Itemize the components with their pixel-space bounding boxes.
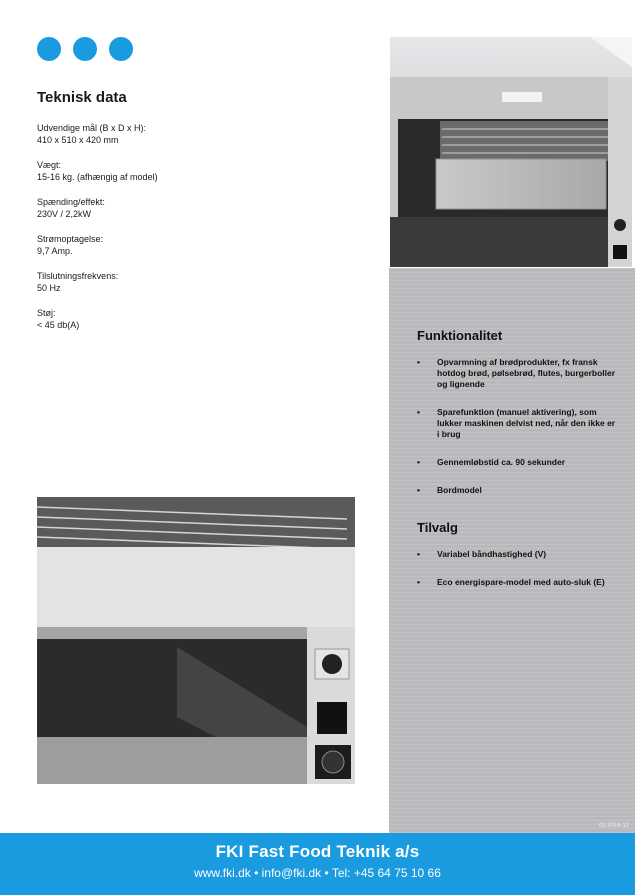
spec-item [37, 196, 257, 220]
spec-label: Spænding/effekt: [37, 197, 105, 207]
list-item: • Sparefunktion (manuel aktivering), som lukker maskinen delvist ned, når den ikke er i brug [417, 407, 617, 440]
footer [0, 833, 635, 895]
spec-label: Udvendige mål (B x D x H): [37, 123, 147, 133]
features-content [417, 328, 617, 605]
contact-info[interactable]: www.fki.dk • info@fki.dk • Tel: +45 64 75 10 66 [194, 866, 441, 880]
company-name: FKI Fast Food Teknik a/s [215, 842, 420, 861]
dot-3 [109, 37, 133, 61]
list-item: • Variabel båndhastighed (V) [417, 549, 617, 560]
list-item: • Bordmodel [417, 485, 617, 496]
spec-item [37, 159, 257, 183]
dot-1 [37, 37, 61, 61]
decorative-dots [37, 37, 133, 61]
spec-label: Vægt: [37, 160, 62, 170]
spec-value: 50 Hz [37, 283, 61, 293]
spec-value: 410 x 510 x 420 mm [37, 135, 119, 145]
list-item: • Eco energispare-model med auto-sluk (E) [417, 577, 617, 588]
spec-value: 15-16 kg. (afhængig af model) [37, 172, 158, 182]
product-photo-bottom [37, 497, 355, 784]
section-title: Teknisk data [37, 89, 127, 106]
spec-label: Strømoptagelse: [37, 234, 104, 244]
product-photo-top [390, 37, 632, 267]
document-number: 02.2016.12 [598, 823, 629, 829]
spec-label: Støj: [37, 308, 56, 318]
list-item: • Opvarmning af brødprodukter, fx fransk hotdog brød, pølsebrød, flutes, burgerboller og lignende [417, 357, 617, 390]
funktionalitet-heading: Funktionalitet [417, 328, 503, 343]
features-panel [389, 268, 635, 833]
spec-item [37, 270, 257, 294]
toaster-closeup-illustration [37, 497, 355, 784]
funktionalitet-list [417, 357, 617, 496]
spec-value: 230V / 2,2kW [37, 209, 92, 219]
spec-label: Tilslutningsfrekvens: [37, 271, 119, 281]
tilvalg-heading: Tilvalg [417, 520, 458, 535]
spec-value: 9,7 Amp. [37, 246, 73, 256]
spec-list [37, 122, 257, 344]
spec-item [37, 307, 257, 331]
toaster-illustration [390, 37, 632, 267]
dot-2 [73, 37, 97, 61]
spec-item [37, 233, 257, 257]
tilvalg-list [417, 549, 617, 588]
spec-value: < 45 db(A) [37, 320, 80, 330]
list-item: • Gennemløbstid ca. 90 sekunder [417, 457, 617, 468]
spec-item [37, 122, 257, 146]
